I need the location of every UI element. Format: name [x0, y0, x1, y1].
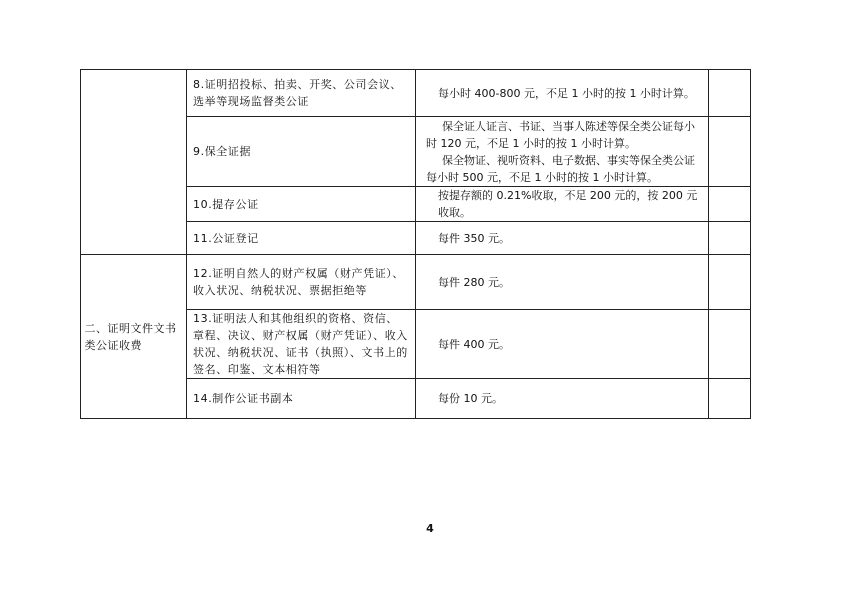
category-cell-1: [81, 70, 187, 255]
fee-text: 保全物证、视听资料、电子数据、事实等保全类公证每小时 500 元，不足 1 小时的按 1 小时计算。: [426, 153, 695, 184]
item-cell: 12.证明自然人的财产权属（财产凭证）、收入状况、纳税状况、票据拒绝等: [187, 255, 416, 310]
fee-cell: [416, 255, 709, 310]
fee-text: 每件 280 元。: [438, 275, 510, 289]
item-cell: 13.证明法人和其他组织的资格、资信、章程、决议、财产权属（财产凭证）、收入状况、纳税状况、证书（执照）、文书上的签名、印鉴、文本相符等: [187, 310, 416, 379]
note-cell: [709, 70, 751, 117]
note-cell: [709, 255, 751, 310]
item-cell: 10.提存公证: [187, 187, 416, 222]
fee-cell: [416, 379, 709, 419]
item-cell: 8.证明招投标、拍卖、开奖、公司会议、选举等现场监督类公证: [187, 70, 416, 117]
category-cell-2: [81, 255, 187, 419]
note-cell: [709, 222, 751, 255]
page-number: 4: [426, 522, 434, 535]
fee-cell: [416, 70, 709, 117]
fee-schedule-table: [80, 69, 751, 419]
fee-text: 每件 400 元。: [438, 337, 510, 351]
item-cell: 14.制作公证书副本: [187, 379, 416, 419]
table-row-item-8: [81, 70, 751, 117]
fee-text: 保全证人证言、书证、当事人陈述等保全类公证每小时 120 元，不足 1 小时的按 1 小时计算。: [426, 119, 695, 150]
fee-text: 每份 10 元。: [438, 392, 503, 405]
fee-text: 每件 350 元。: [438, 231, 510, 245]
fee-cell: [416, 187, 709, 222]
fee-text: 按提存额的 0.21%收取，不足 200 元的，按 200 元收取。: [438, 189, 698, 219]
fee-cell: [416, 310, 709, 379]
fee-text: 每小时 400-800 元，不足 1 小时的按 1 小时计算。: [438, 86, 695, 100]
category-label: 二、证明文件文书类公证收费: [84, 321, 177, 352]
fee-cell: [416, 222, 709, 255]
note-cell: [709, 310, 751, 379]
fee-cell: [416, 117, 709, 187]
item-cell: 11.公证登记: [187, 222, 416, 255]
note-cell: [709, 379, 751, 419]
note-cell: [709, 117, 751, 187]
item-cell: 9.保全证据: [187, 117, 416, 187]
note-cell: [709, 187, 751, 222]
table-row-item-12: [81, 255, 751, 310]
